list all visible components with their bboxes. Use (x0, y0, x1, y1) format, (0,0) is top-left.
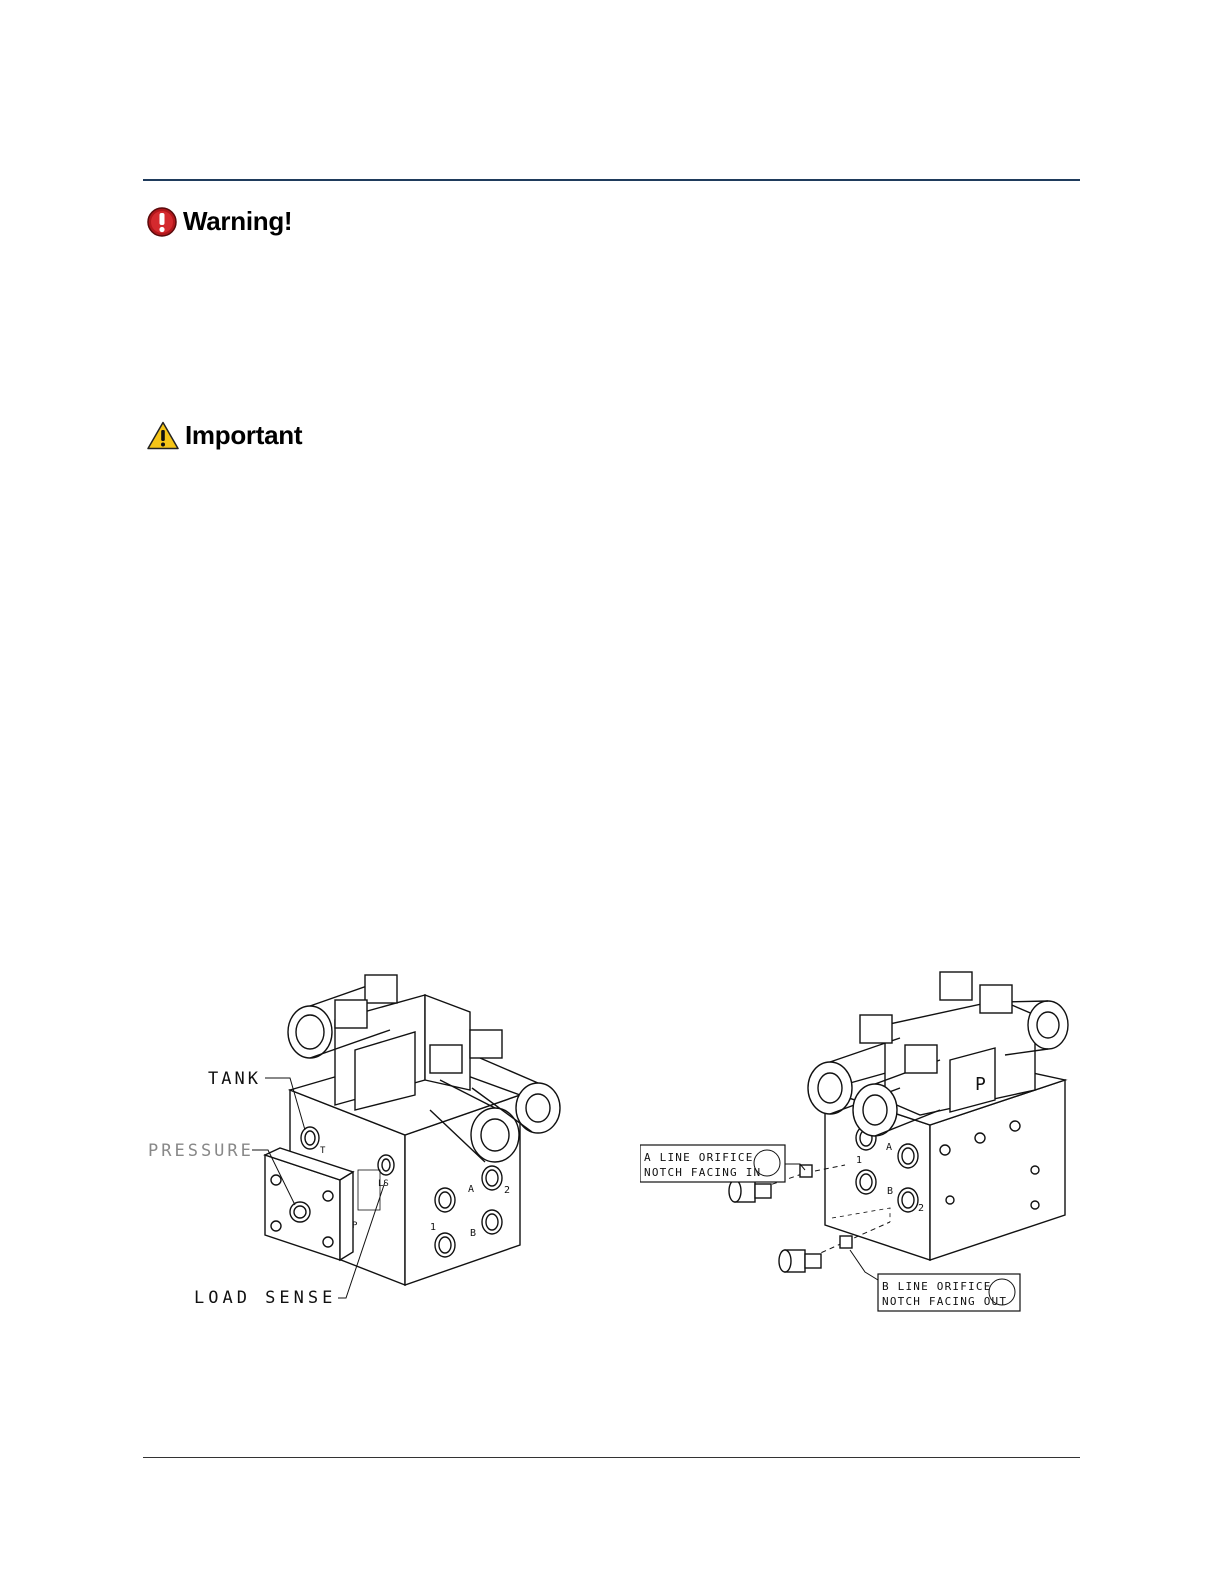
port-b-label: B (887, 1186, 894, 1197)
port-1-label: 1 (856, 1155, 863, 1166)
port-a-label: A (468, 1184, 475, 1195)
a-line-notch-text: NOTCH FACING IN (644, 1166, 762, 1179)
port-2-label: 2 (504, 1185, 511, 1196)
warning-exclamation-icon (147, 207, 177, 237)
caution-triangle-icon (147, 421, 179, 450)
port-t-label: T (320, 1146, 326, 1156)
port-2-label: 2 (918, 1203, 925, 1214)
b-line-notch-text: NOTCH FACING OUT (882, 1295, 1008, 1308)
valve-manifold-ports-figure (140, 960, 580, 1330)
warning-callout (147, 206, 292, 237)
b-line-orifice-text: B LINE ORIFICE (882, 1280, 992, 1293)
header-rule (143, 179, 1080, 181)
a-line-orifice-text: A LINE ORIFICE (644, 1151, 754, 1164)
port-b-label: B (470, 1228, 477, 1239)
port-1-label: 1 (430, 1222, 437, 1233)
important-title: Important (185, 420, 303, 450)
port-ls-label: LS (378, 1179, 389, 1189)
warning-title: Warning! (183, 206, 293, 236)
tank-label: TANK (208, 1069, 261, 1089)
load-sense-label: LOAD SENSE (194, 1288, 337, 1308)
port-p-label: P (352, 1221, 358, 1231)
pressure-label: PRESSURE (148, 1141, 254, 1161)
port-a-label: A (886, 1142, 893, 1153)
important-callout (147, 420, 302, 451)
footer-rule (143, 1457, 1080, 1458)
port-p-label: P (975, 1074, 986, 1095)
orifice-installation-figure (640, 960, 1080, 1330)
